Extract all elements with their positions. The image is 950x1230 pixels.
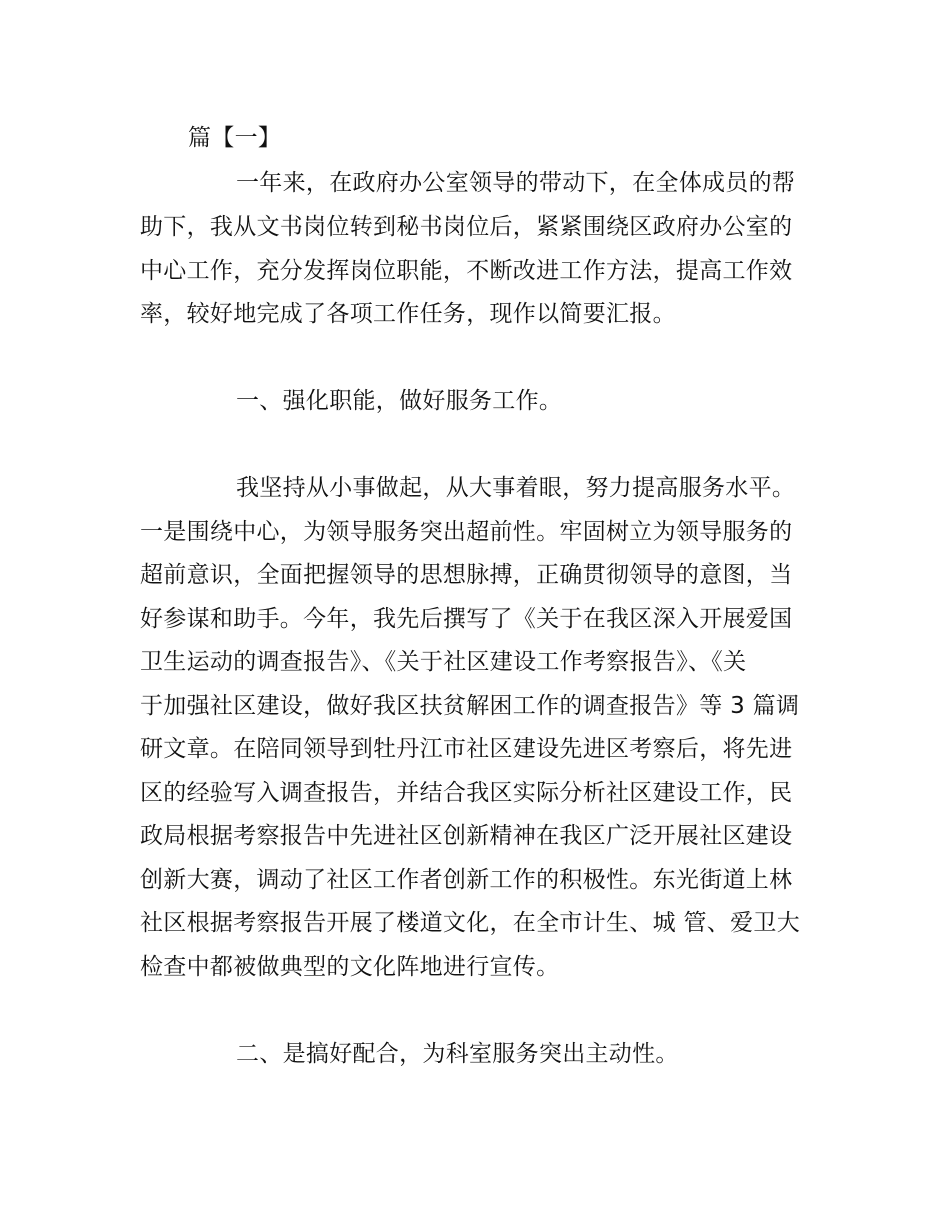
point-one-line-5: 卫生运动的调查报告》、《关于社区建设工作考察报告》、《关 xyxy=(140,649,747,675)
intro-line-2: 助下，我从文书岗位转到秘书岗位后，紧紧围绕区政府办公室的 xyxy=(140,214,793,240)
point-one-line-11: 社区根据考察报告开展了楼道文化，在全市计生、城 管、爱卫大 xyxy=(140,910,801,936)
point-one-line-7: 研文章。在陪同领导到牡丹江市社区建设先进区考察后，将先进 xyxy=(140,736,793,762)
point-one-line-10: 创新大赛，调动了社区工作者创新工作的积极性。东光街道上林 xyxy=(140,867,793,893)
point-one-heading: 一、强化职能，做好服务工作。 xyxy=(236,388,563,414)
section-heading: 篇【一】 xyxy=(188,125,282,151)
intro-line-3: 中心工作，充分发挥岗位职能，不断改进工作方法，提高工作效 xyxy=(140,258,793,284)
intro-line-1: 一年来，在政府办公室领导的带动下，在全体成员的帮 xyxy=(236,170,796,196)
point-one-line-8: 区的经验写入调查报告，并结合我区实际分析社区建设工作，民 xyxy=(140,780,793,806)
point-two-heading: 二、是搞好配合，为科室服务突出主动性。 xyxy=(236,1041,679,1067)
point-one-line-4: 好参谋和助手。今年，我先后撰写了《关于在我区深入开展爱国 xyxy=(140,606,793,632)
point-one-line-6: 于加强社区建设，做好我区扶贫解困工作的调查报告》等 3 篇调 xyxy=(140,693,800,719)
point-one-line-12: 检查中都被做典型的文化阵地进行宣传。 xyxy=(140,954,560,980)
point-one-line-2: 一是围绕中心，为领导服务突出超前性。牢固树立为领导服务的 xyxy=(140,519,793,545)
intro-line-4: 率，较好地完成了各项工作任务，现作以简要汇报。 xyxy=(140,301,676,327)
point-one-line-9: 政局根据考察报告中先进社区创新精神在我区广泛开展社区建设 xyxy=(140,823,793,849)
point-one-line-3: 超前意识，全面把握领导的思想脉搏，正确贯彻领导的意图，当 xyxy=(140,562,793,588)
point-one-line-1: 我坚持从小事做起，从大事着眼，努力提高服务水平。 xyxy=(236,475,796,501)
